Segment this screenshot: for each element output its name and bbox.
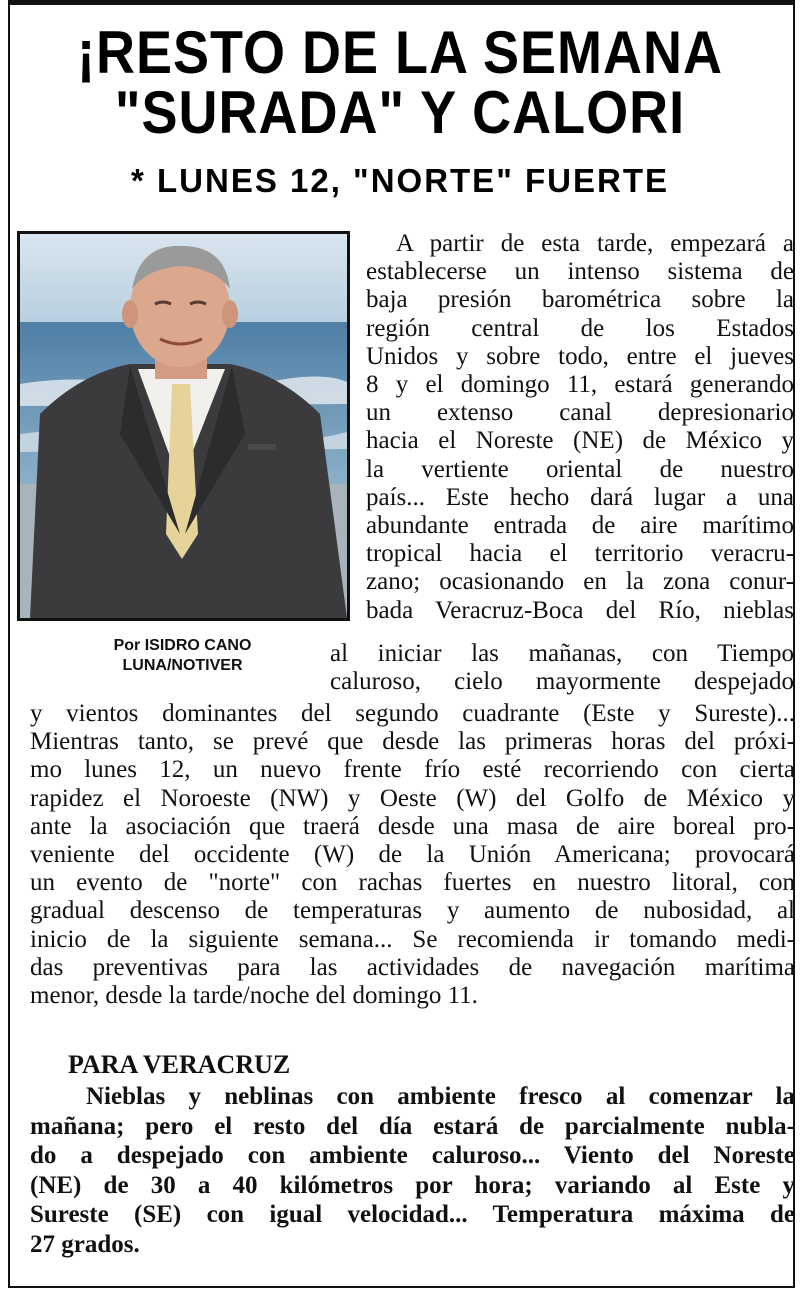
headline-line-1: ¡RESTO DE LA SEMANA [76, 19, 724, 87]
paragraph-line: Unidos y sobre todo, entre el jueves [366, 342, 794, 370]
paragraph-line: das preventivas para las actividades de navegación marítima [30, 953, 795, 981]
paragraph-line: mo lunes 12, un nuevo frente frío esté recorriendo con cierta [30, 756, 795, 784]
photo-caption [20, 636, 345, 676]
paragraph-line: país... Este hecho dará lugar a una [366, 483, 794, 511]
paragraph-line: A partir de esta tarde, empezará a [396, 230, 794, 257]
caption-line-2: LUNA/NOTIVER [122, 657, 243, 674]
paragraph-line: la vertiente oriental de nuestro [366, 455, 794, 483]
paragraph-line: inicio de la siguiente semana... Se recomienda ir tomando medi- [30, 925, 795, 953]
paragraph-line: menor, desde la tarde/noche del domingo 11. [30, 982, 478, 1010]
section-line: Nieblas y neblinas con ambiente fresco al comenzar la [86, 1083, 795, 1110]
mid-text-block [330, 640, 794, 696]
caption-line-1: Por ISIDRO CANO [113, 637, 252, 654]
paragraph-line: hacia el Noreste (NE) de México y [366, 427, 794, 455]
paragraph-line: bada Veracruz-Boca del Río, nieblas [366, 596, 794, 624]
paragraph-line: y vientos dominantes del segundo cuadrante (Este y Sureste)... [30, 700, 795, 727]
paragraph-line: zano; ocasionando en la zona conur- [366, 568, 794, 596]
author-photo [17, 231, 350, 621]
paragraph-line: veniente del occidente (W) de la Unión Americana; provocará [30, 841, 795, 869]
paragraph-line: baja presión barométrica sobre la [366, 286, 794, 314]
section-line: do a despejado con ambiente caluroso... Viento del Noreste [30, 1142, 795, 1169]
paragraph-line: gradual descenso de temperaturas y aumento de nubosidad, al [30, 897, 795, 925]
paragraph-line: un evento de "norte" con rachas fuertes en nuestro litoral, con [30, 869, 795, 897]
subheadline: * LUNES 12, "NORTE" FUERTE [130, 162, 670, 199]
paragraph-line: 8 y el domingo 11, estará generando [366, 371, 794, 399]
author-photo-illustration [20, 234, 347, 618]
paragraph-line: establecerse un intenso sistema de [366, 258, 794, 286]
paragraph-line: Mientras tanto, se prevé que desde las primeras horas del próxi- [30, 728, 795, 756]
headline-line-2: "SURADA" Y CALORI [114, 79, 686, 147]
paragraph-line: caluroso, cielo mayormente despejado [330, 668, 794, 696]
section-title: PARA VERACRUZ [68, 1050, 291, 1079]
paragraph-line: al iniciar las mañanas, con Tiempo [330, 640, 794, 667]
paragraph-line: abundante entrada de aire marítimo [366, 512, 794, 540]
paragraph-line: región central de los Estados [366, 314, 794, 342]
paragraph-line: ante la asociación que traerá desde una masa de aire boreal pro- [30, 812, 795, 840]
section-line: Sureste (SE) con igual velocidad... Temperatura máxima de [30, 1201, 795, 1228]
section-body [30, 1082, 795, 1259]
section-line: 27 grados. [30, 1230, 140, 1258]
right-column-text [366, 230, 794, 625]
paragraph-line: tropical hacia el territorio veracru- [366, 540, 794, 568]
section-line: mañana; pero el resto del día estará de parcialmente nubla- [30, 1112, 795, 1140]
paragraph-line: rapidez el Noroeste (NW) y Oeste (W) del Golfo de México y [30, 784, 795, 812]
body-text [30, 700, 795, 1010]
section-line: (NE) de 30 a 40 kilómetros por hora; variando al Este y [30, 1171, 795, 1199]
paragraph-line: un extenso canal depresionario [366, 399, 794, 427]
